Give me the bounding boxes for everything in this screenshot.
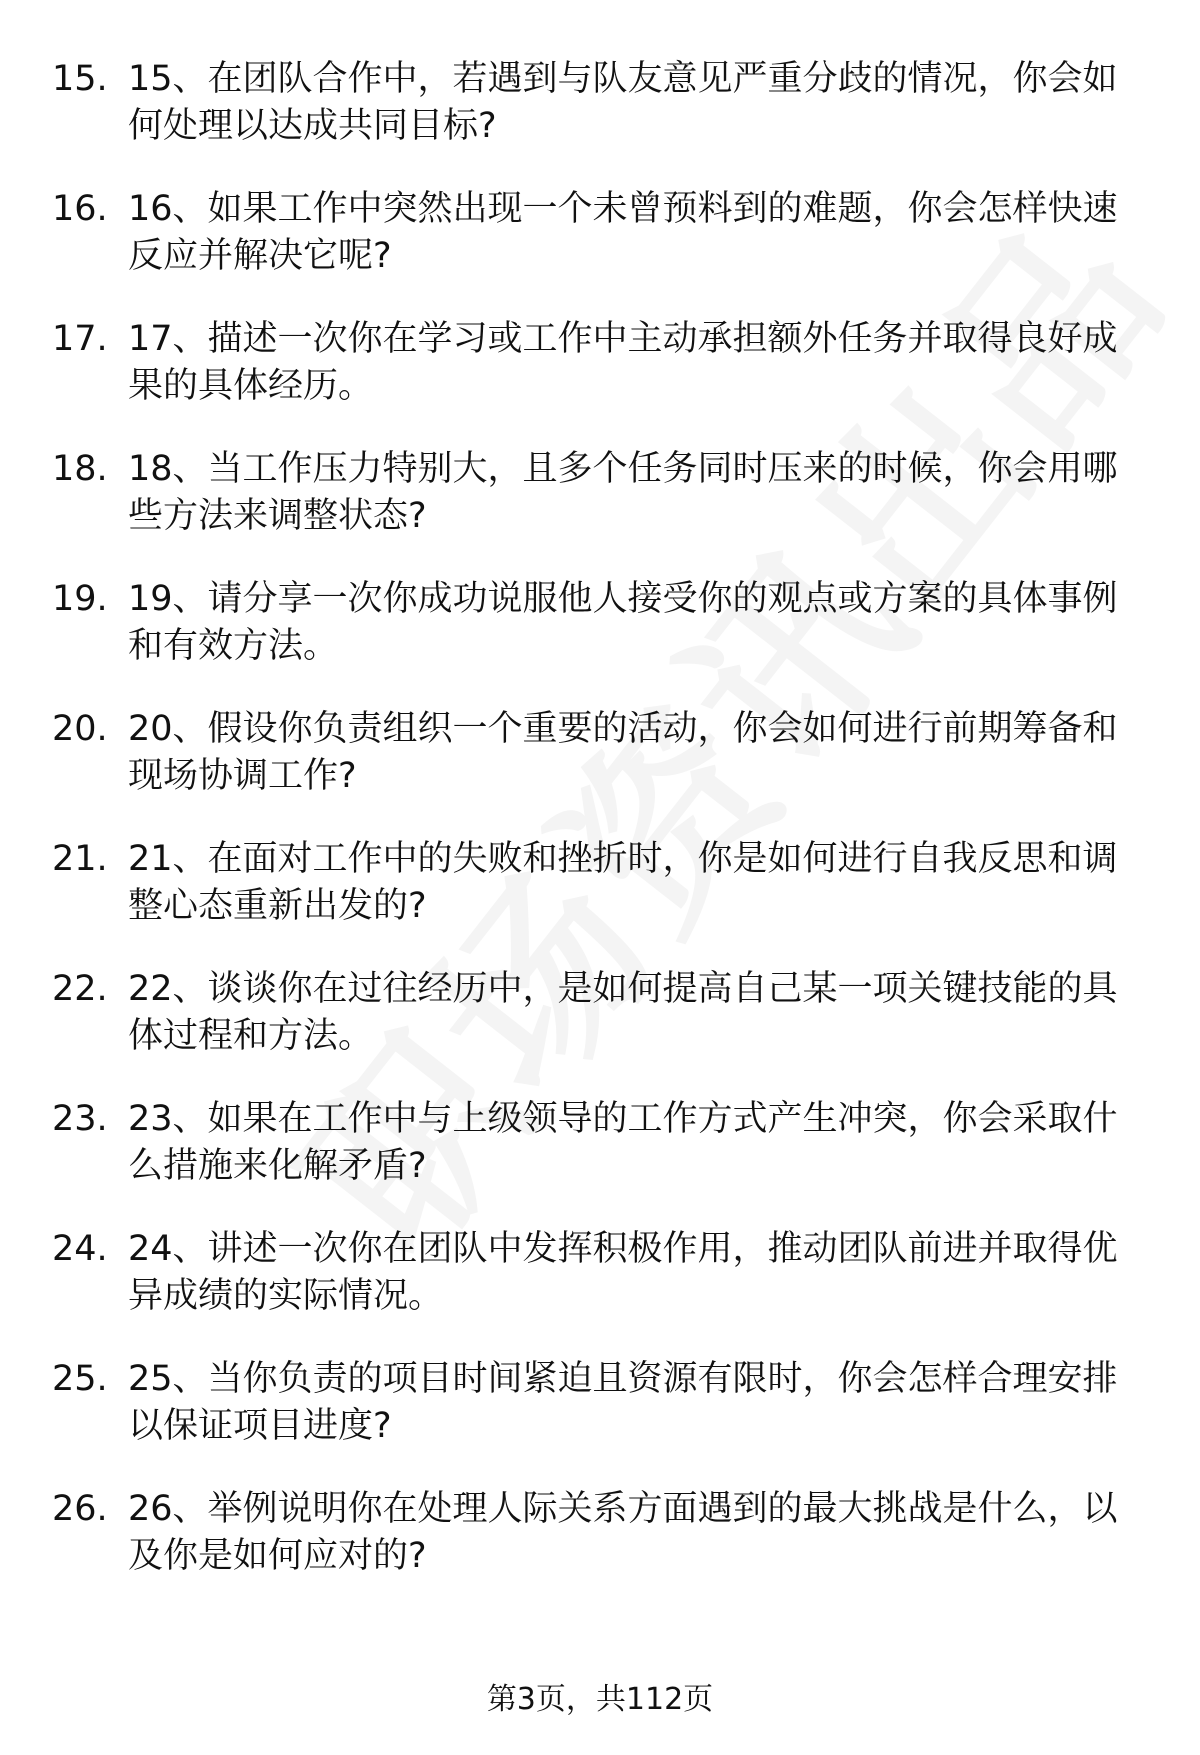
question-number: 26. — [52, 1489, 108, 1529]
question-text: 16、如果工作中突然出现一个未曾预料到的难题，你会怎样快速反应并解决它呢? — [128, 189, 1118, 276]
question-item-26 — [52, 1486, 1152, 1616]
question-item-20 — [52, 706, 1152, 836]
question-text: 25、当你负责的项目时间紧迫且资源有限时，你会怎样合理安排以保证项目进度? — [128, 1359, 1118, 1446]
question-text: 18、当工作压力特别大，且多个任务同时压来的时候，你会用哪些方法来调整状态? — [128, 449, 1118, 536]
question-number: 24. — [52, 1229, 108, 1269]
question-number: 20. — [52, 709, 108, 749]
question-text: 21、在面对工作中的失败和挫折时，你是如何进行自我反思和调整心态重新出发的? — [128, 839, 1118, 926]
question-list — [52, 56, 1152, 1616]
question-text: 23、如果在工作中与上级领导的工作方式产生冲突，你会采取什么措施来化解矛盾? — [128, 1099, 1118, 1186]
question-number: 22. — [52, 969, 108, 1009]
question-text: 26、举例说明你在处理人际关系方面遇到的最大挑战是什么，以及你是如何应对的? — [128, 1489, 1118, 1576]
question-number: 18. — [52, 449, 108, 489]
question-item-17 — [52, 316, 1152, 446]
question-number: 17. — [52, 319, 108, 359]
question-text: 20、假设你负责组织一个重要的活动，你会如何进行前期筹备和现场协调工作? — [128, 709, 1118, 796]
question-item-19 — [52, 576, 1152, 706]
page-footer: 第3页，共112页 — [486, 1682, 714, 1717]
question-item-15 — [52, 56, 1152, 186]
question-text: 19、请分享一次你成功说服他人接受你的观点或方案的具体事例和有效方法。 — [128, 579, 1118, 666]
question-item-22 — [52, 966, 1152, 1096]
question-item-18 — [52, 446, 1152, 576]
question-item-24 — [52, 1226, 1152, 1356]
question-item-23 — [52, 1096, 1152, 1226]
question-text: 15、在团队合作中，若遇到与队友意见严重分歧的情况，你会如何处理以达成共同目标? — [128, 59, 1118, 146]
question-number: 16. — [52, 189, 108, 229]
question-number: 25. — [52, 1359, 108, 1399]
question-text: 17、描述一次你在学习或工作中主动承担额外任务并取得良好成果的具体经历。 — [128, 319, 1118, 406]
question-number: 21. — [52, 839, 108, 879]
question-number: 19. — [52, 579, 108, 619]
question-text: 24、讲述一次你在团队中发挥积极作用，推动团队前进并取得优异成绩的实际情况。 — [128, 1229, 1118, 1316]
question-number: 23. — [52, 1099, 108, 1139]
question-item-16 — [52, 186, 1152, 316]
question-text: 22、谈谈你在过往经历中，是如何提高自己某一项关键技能的具体过程和方法。 — [128, 969, 1118, 1056]
question-item-25 — [52, 1356, 1152, 1486]
question-item-21 — [52, 836, 1152, 966]
question-number: 15. — [52, 59, 108, 99]
